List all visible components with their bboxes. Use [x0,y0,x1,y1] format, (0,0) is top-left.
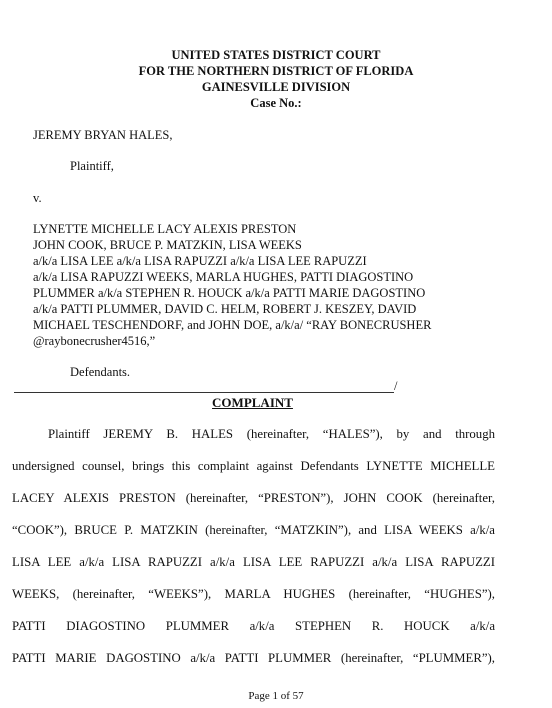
caption-divider [14,392,394,393]
defendants-line: @raybonecrusher4516,” [33,334,156,348]
body-line: “COOK”), BRUCE P. MATZKIN (hereinafter, “MATZKIN”), and LISA WEEKS a/k/a [12,523,495,537]
defendants-line: a/k/a LISA RAPUZZI WEEKS, MARLA HUGHES, PATTI DIAGOSTINO [33,270,414,284]
body-line: LACEY ALEXIS PRESTON (hereinafter, “PRESTON”), JOHN COOK (hereinafter, [12,491,495,505]
body-line: Plaintiff JEREMY B. HALES (hereinafter, “HALES”), by and through [48,427,495,441]
defendants-line: LYNETTE MICHELLE LACY ALEXIS PRESTON [33,222,297,236]
body-line: PATTI DIAGOSTINO PLUMMER a/k/a STEPHEN R. HOUCK a/k/a [12,619,495,633]
body-line: LISA LEE a/k/a LISA RAPUZZI a/k/a LISA LEE RAPUZZI a/k/a LISA RAPUZZI [12,555,495,569]
caption-slash: / [394,379,398,393]
defendants-line: a/k/a PATTI PLUMMER, DAVID C. HELM, ROBERT J. KESZEY, DAVID [33,302,417,316]
defendants-line: MICHAEL TESCHENDORF, and JOHN DOE, a/k/a/ “RAY BONECRUSHER [33,318,432,332]
versus-label: v. [33,191,42,205]
defendants-line: a/k/a LISA LEE a/k/a LISA RAPUZZI a/k/a LISA LEE RAPUZZI [33,254,367,268]
court-heading [0,47,552,111]
defendants-line: JOHN COOK, BRUCE P. MATZKIN, LISA WEEKS [33,238,302,252]
court-district: FOR THE NORTHERN DISTRICT OF FLORIDA [138,64,414,78]
document-title: COMPLAINT [212,395,293,410]
plaintiff-label: Plaintiff, [70,159,114,173]
body-line: undersigned counsel, brings this complaint against Defendants LYNETTE MICHELLE [12,459,495,473]
court-division: GAINESVILLE DIVISION [201,80,351,94]
defendants-label: Defendants. [70,365,131,379]
body-line: WEEKS, (hereinafter, “WEEKS”), MARLA HUGHES (hereinafter, “HUGHES”), [12,587,495,601]
defendants-line: PLUMMER a/k/a STEPHEN R. HOUCK a/k/a PATTI MARIE DAGOSTINO [33,286,426,300]
page-footer: Page 1 of 57 [248,690,304,702]
court-name: UNITED STATES DISTRICT COURT [171,48,381,62]
plaintiff-name: JEREMY BRYAN HALES, [33,128,173,142]
case-number: Case No.: [250,96,302,110]
defendants-list [33,221,431,349]
body-line: PATTI MARIE DAGOSTINO a/k/a PATTI PLUMMER (hereinafter, “PLUMMER”), [12,651,495,665]
